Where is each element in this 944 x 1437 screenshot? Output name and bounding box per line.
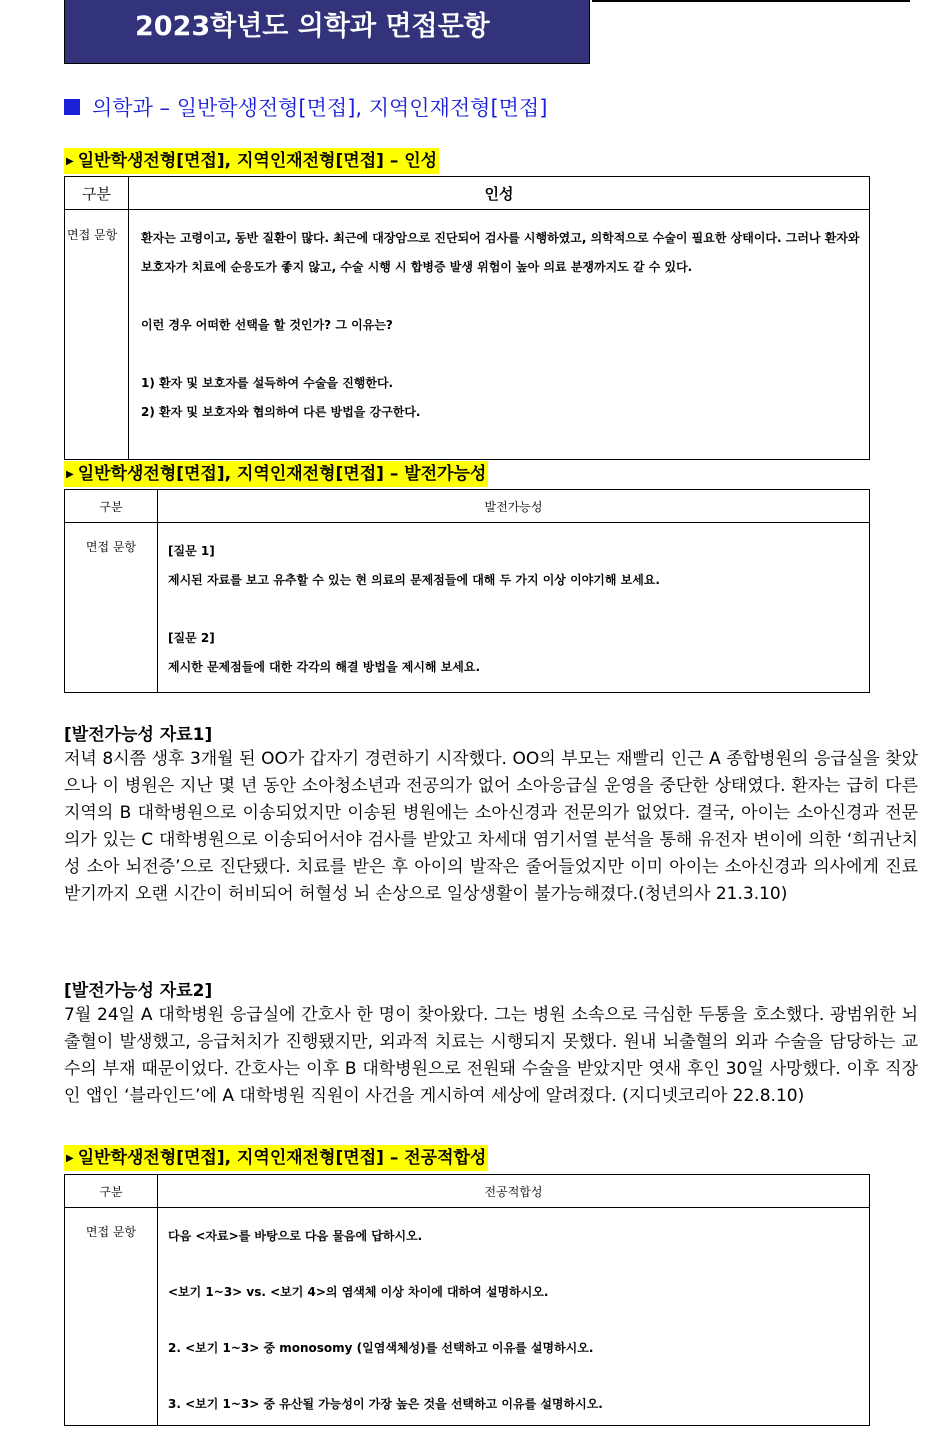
part-heading-text: 일반학생전형[면접], 지역인재전형[면접] – 전공적합성 (77, 1148, 487, 1168)
question-text: 2. <보기 1~3> 중 monosomy (일염색체성)를 선택하고 이유를 설명하시오. (168, 1341, 594, 1355)
title-banner (64, 0, 590, 64)
material-text: 저녁 8시쯤 생후 3개월 된 OO가 갑자기 경련하기 시작했다. OO의 부모는 재빨리 인근 A 종합병원의 응급실을 찾았으나 이 병원은 지난 몇 년 동안 소아청소년과 전공의가 없어 소아응급실 운영을 중단한 상태였다. 환자는 급히 다른 지역의 B 대학병원으로 이송되었지만 이송된 병원에는 소아신경과 전문의가 없었다. 결국, 아이는 소아신경과 전문의가 있는 C 대학병원으로 이송되어서야 검사를 받았고 차세대 염기서열 분석을 통해 유전자 변이에 의한 ‘희귀난치성 소아 뇌전증’으로 진단됐다. 치료를 받은 후 아이의 발작은 줄어들었지만 이미 아이는 소아신경과 의사에게 진료받기까지 오랜 시간이 허비되어 허혈성 뇌 손상으로 일상생활이 불가능해졌다.(청년의사 21.3.10) (64, 749, 918, 904)
row-label: 면접 문항 (65, 1208, 158, 1426)
table-potential (64, 489, 870, 693)
question-text: 환자는 고령이고, 동반 질환이 많다. 최근에 대장암으로 진단되어 검사를 시행하였고, 의학적으로 수술이 필요한 상태이다. 그러나 환자와 보호자가 치료에 순응도가 좋지 않고, 수술 시행 시 합병증 발생 위험이 높아 의료 분쟁까지도 갈 수 있다. (141, 231, 860, 274)
col-title: 전공적합성 (158, 1175, 870, 1208)
material-2 (64, 976, 918, 1110)
col-label: 구분 (65, 490, 158, 523)
table-aptitude (64, 1174, 870, 1426)
top-rule (592, 0, 910, 2)
material-text: 7월 24일 A 대학병원 응급실에 간호사 한 명이 찾아왔다. 그는 병원 소속으로 극심한 두통을 호소했다. 광범위한 뇌출혈이 발생했고, 응급처치가 진행됐지만, 외과적 치료는 시행되지 못했다. 원내 뇌출혈의 외과 수술을 담당하는 교수의 부재 때문이었다. 간호사는 이후 B 대학병원으로 전원돼 수술을 받았지만 엿새 후인 30일 사망했다. 이후 직장인 앱인 ‘블라인드’에 A 대학병원 직원이 사건을 게시하여 세상에 알려졌다. (지디넷코리아 22.8.10) (64, 1005, 918, 1106)
row-label: 면접 문항 (65, 523, 158, 693)
triangle-bullet-icon: ▶ (66, 156, 74, 167)
question-content (129, 210, 870, 460)
question-text: <보기 1~3> vs. <보기 4>의 염색체 이상 차이에 대하여 설명하시오. (168, 1285, 549, 1299)
part-heading-text: 일반학생전형[면접], 지역인재전형[면접] – 인성 (77, 151, 438, 171)
col-title: 발전가능성 (158, 490, 870, 523)
triangle-bullet-icon: ▶ (66, 1153, 74, 1164)
table-personality (64, 176, 870, 460)
part-heading-potential (64, 461, 488, 487)
question-text: 3. <보기 1~3> 중 유산될 가능성이 가장 높은 것을 선택하고 이유를 설명하시오. (168, 1397, 603, 1411)
part-heading-text: 일반학생전형[면접], 지역인재전형[면접] – 발전가능성 (77, 464, 487, 484)
col-label: 구분 (65, 177, 129, 210)
option-text: 2) 환자 및 보호자와 협의하여 다른 방법을 강구한다. (141, 405, 421, 419)
row-label: 면접 문항 (65, 210, 129, 460)
question-content (158, 523, 870, 693)
section-heading (64, 92, 547, 122)
question-text: 제시한 문제점들에 대한 각각의 해결 방법을 제시해 보세요. (168, 660, 481, 674)
part-heading-aptitude (64, 1145, 488, 1171)
material-heading: [발전가능성 자료2] (64, 981, 213, 1001)
square-bullet-icon (64, 99, 80, 115)
page-title: 2023학년도 의학과 면접문항 (135, 11, 490, 42)
question-text: 다음 <자료>를 바탕으로 다음 물음에 답하시오. (168, 1229, 423, 1243)
question-text: 제시된 자료를 보고 유추할 수 있는 현 의료의 문제점들에 대해 두 가지 이상 이야기해 보세요. (168, 573, 660, 587)
question-number: [질문 1] (168, 544, 215, 558)
part-heading-personality (64, 148, 439, 174)
col-title: 인성 (129, 177, 870, 210)
col-label: 구분 (65, 1175, 158, 1208)
material-heading: [발전가능성 자료1] (64, 725, 213, 745)
question-content (158, 1208, 870, 1426)
option-text: 1) 환자 및 보호자를 설득하여 수술을 진행한다. (141, 376, 394, 390)
material-1 (64, 720, 918, 908)
question-number: [질문 2] (168, 631, 215, 645)
triangle-bullet-icon: ▶ (66, 469, 74, 480)
question-text: 이런 경우 어떠한 선택을 할 것인가? 그 이유는? (141, 318, 393, 332)
section-heading-text: 의학과 – 일반학생전형[면접], 지역인재전형[면접] (92, 96, 548, 120)
